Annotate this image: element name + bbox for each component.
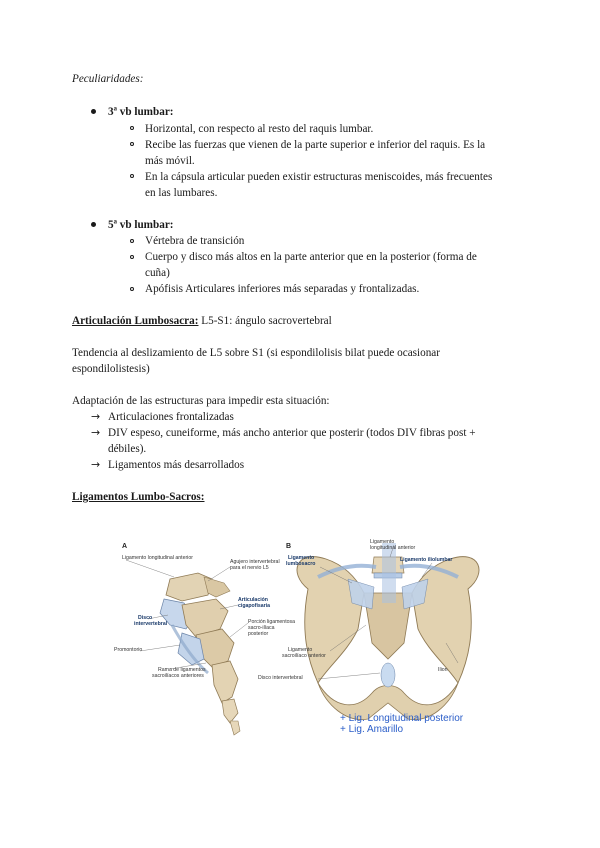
- figure-label: Ligamento iliolumbar: [400, 557, 453, 563]
- list-item-continuation: en las lumbares.: [145, 187, 218, 199]
- list-item: Horizontal, con respecto al resto del raquis lumbar.: [145, 123, 374, 135]
- list-item: Recibe las fuerzas que vienen de la parte superior e inferior del raquis. Es la: [145, 139, 486, 151]
- panel-a-spine: [126, 560, 248, 735]
- bullet-dot: [91, 109, 96, 114]
- arrow-bullet: →: [91, 426, 101, 439]
- panel-b-label: B: [286, 543, 292, 550]
- figure-label: sacroilíaco anterior: [282, 653, 326, 659]
- arrow-bullet: →: [91, 410, 101, 423]
- list-item-continuation: débiles).: [108, 443, 147, 455]
- adaptacion-intro: Adaptación de las estructuras para impedir esta situación:: [72, 395, 330, 407]
- figure-label: lumbosacro: [286, 561, 316, 567]
- lumbosacra-rest: L5-S1: ángulo sacrovertebral: [198, 315, 332, 327]
- sub-bullet: [130, 255, 134, 259]
- figure-label: Ligamento: [288, 647, 313, 653]
- figure-label: Porción ligamentosa: [248, 619, 296, 625]
- list-item: Apófisis Articulares inferiores más separadas y frontalizadas.: [145, 283, 420, 295]
- list-item-continuation: más móvil.: [145, 155, 195, 167]
- figure-label: Ligamento: [288, 555, 315, 561]
- paragraph-line: Tendencia al deslizamiento de L5 sobre S1 (si espondilolisis bilat puede ocasionar: [72, 347, 440, 359]
- figure-label: Ligamento: [370, 539, 395, 545]
- list-item: Cuerpo y disco más altos en la parte anterior que en la posterior (forma de: [145, 251, 477, 263]
- list-item-continuation: cuña): [145, 267, 170, 279]
- sub-bullet: [130, 287, 134, 291]
- list-item: Articulaciones frontalizadas: [108, 411, 234, 423]
- figure-label: sacroilíacos anteriores: [152, 673, 204, 679]
- figure-label: intervertebral: [134, 621, 168, 627]
- figure-label: Disco intervertebral: [258, 675, 303, 681]
- heading-peculiaridades: Peculiaridades:: [72, 73, 144, 85]
- figure-label: Ligamento longitudinal anterior: [122, 555, 193, 561]
- paragraph-line: espondilolistesis): [72, 363, 150, 375]
- figure-note: + Lig. Amarillo: [340, 724, 404, 735]
- figure-label: Promontorio: [114, 647, 143, 653]
- sub-bullet: [130, 174, 134, 178]
- bullet-dot: [91, 222, 96, 227]
- figure-label: cigapofisaria: [238, 603, 271, 609]
- figure-label: posterior: [248, 631, 269, 637]
- ligamentos-title: Ligamentos Lumbo-Sacros:: [72, 491, 205, 503]
- list-item: DIV espeso, cuneiforme, más ancho anterior que posterir (todos DIV fibras post +: [108, 427, 476, 439]
- figure-note: + Lig. Longitudinal posterior: [340, 713, 464, 724]
- panel-a-label: A: [122, 543, 128, 550]
- anatomy-figure: [112, 533, 488, 740]
- lumbosacra-line: [72, 313, 332, 329]
- list-item: Ligamentos más desarrollados: [108, 459, 245, 471]
- figure-label: Ilion: [438, 667, 448, 673]
- figure-label: Disco: [138, 615, 153, 621]
- figure-label: Agujero intervertebral: [230, 559, 280, 565]
- list-item: En la cápsula articular pueden existir estructuras meniscoides, más frecuentes: [145, 171, 493, 183]
- sub-bullet: [130, 239, 134, 243]
- panel-b-pelvis: [297, 543, 479, 720]
- figure-label: longitudinal anterior: [370, 545, 416, 551]
- section-l5-title: 5ª vb lumbar:: [108, 219, 174, 231]
- sub-bullet: [130, 126, 134, 130]
- arrow-bullet: →: [91, 458, 101, 471]
- figure-label: Articulación: [238, 597, 268, 603]
- figure-label: sacro-ilíaca: [248, 625, 275, 631]
- lumbosacra-title: Articulación Lumbosacra:: [72, 315, 199, 327]
- figure-label: Rama de ligamentos: [158, 667, 206, 673]
- figure-label: para el nervio L5: [230, 565, 269, 571]
- sub-bullet: [130, 142, 134, 146]
- section-l3-title: 3ª vb lumbar:: [108, 106, 174, 118]
- list-item: Vértebra de transición: [145, 235, 245, 247]
